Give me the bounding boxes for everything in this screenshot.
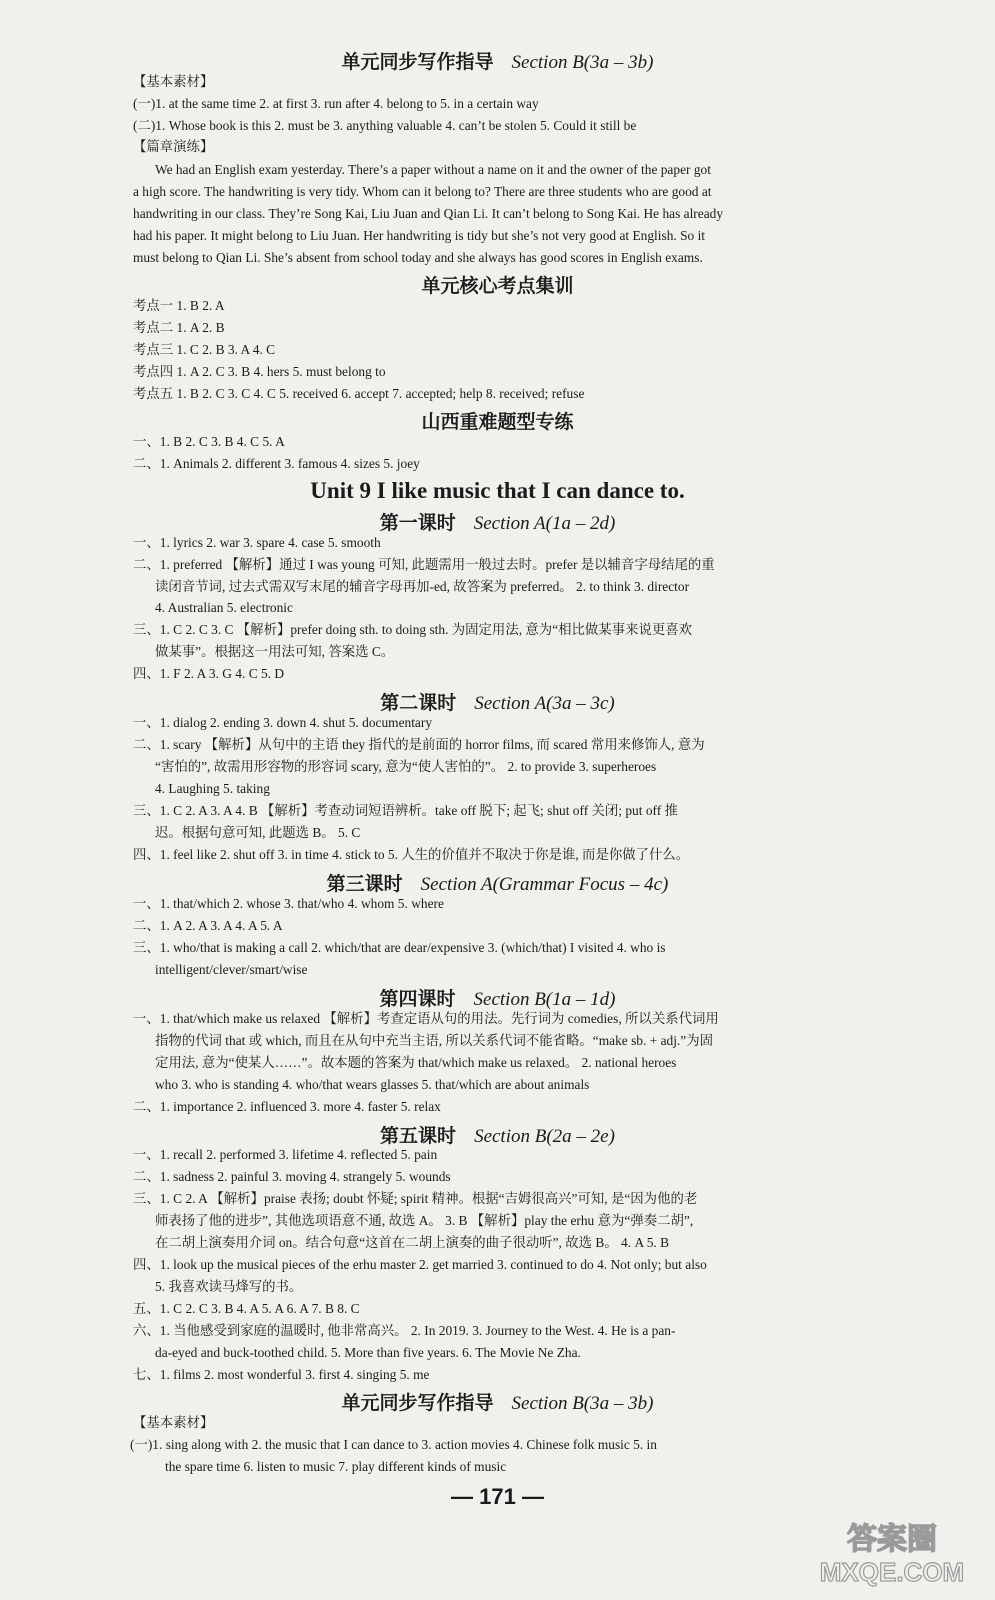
unit-title: Unit 9 I like music that I can dance to. — [310, 478, 685, 503]
answer-line: 四、1. F 2. A 3. G 4. C 5. D — [133, 666, 285, 681]
answer-line: (一)1. at the same time 2. at first 3. run after 4. belong to 5. in a certain way — [133, 96, 539, 111]
answer-line: 三、1. who/that is making a call 2. which/that are dear/expensive 3. (which/that) I visited 4. who is — [133, 940, 666, 955]
passage-line: We had an English exam yesterday. There’s a paper without a name on it and the owner of the paper got — [155, 162, 711, 177]
answer-line: 读闭音节词, 过去式需双写末尾的辅音字母再加-ed, 故答案为 preferred。 2. to think 3. director — [155, 579, 690, 594]
answer-line: 二、1. preferred 【解析】通过 I was young 可知, 此题需用一般过去时。prefer 是以辅音字母结尾的重 — [133, 557, 715, 572]
passage-line: handwriting in our class. They’re Song Kai, Liu Juan and Qian Li. It can’t belong to Song Kai. He has already — [133, 206, 724, 221]
answer-line: 三、1. C 2. A 【解析】praise 表扬; doubt 怀疑; spirit 精神。根据“吉姆很高兴”可知, 是“因为他的老 — [133, 1191, 698, 1206]
answer-line: 考点一 1. B 2. A — [133, 298, 225, 313]
answer-line: 二、1. A 2. A 3. A 4. A 5. A — [133, 918, 283, 933]
answer-line: 一、1. dialog 2. ending 3. down 4. shut 5. documentary — [133, 715, 433, 730]
answer-line: 一、1. lyrics 2. war 3. spare 4. case 5. smooth — [133, 535, 381, 550]
answer-line: 二、1. scary 【解析】从句中的主语 they 指代的是前面的 horror films, 而 scared 常用来修饰人, 意为 — [133, 737, 705, 752]
answer-line: 一、1. recall 2. performed 3. lifetime 4. reflected 5. pain — [133, 1147, 438, 1162]
answer-line: 六、1. 当他感受到家庭的温暖时, 他非常高兴。 2. In 2019. 3. Journey to the West. 4. He is a pan- — [133, 1323, 676, 1338]
answer-line: 二、1. sadness 2. painful 3. moving 4. strangely 5. wounds — [133, 1169, 451, 1184]
answer-line: 二、1. importance 2. influenced 3. more 4. faster 5. relax — [133, 1099, 441, 1114]
answer-line: 一、1. B 2. C 3. B 4. C 5. A — [133, 434, 285, 449]
answer-line: da-eyed and buck-toothed child. 5. More than five years. 6. The Movie Ne Zha. — [155, 1345, 581, 1360]
answer-line: 一、1. that/which 2. whose 3. that/who 4. whom 5. where — [133, 896, 444, 911]
answer-line: 做某事”。根据这一用法可知, 答案选 C。 — [155, 644, 395, 659]
label-basic-material: 【基本素材】 — [133, 1415, 214, 1430]
label-passage-practice: 【篇章演练】 — [133, 139, 214, 154]
answer-line: 五、1. C 2. C 3. B 4. A 5. A 6. A 7. B 8. C — [133, 1301, 360, 1316]
section-heading-shanxi: 山西重难题型专练 — [421, 411, 574, 433]
answer-line: intelligent/clever/smart/wise — [155, 962, 308, 977]
answer-line: 三、1. C 2. A 3. A 4. B 【解析】考查动词短语辨析。take off 脱下; 起飞; shut off 关闭; put off 推 — [133, 803, 678, 818]
answer-line: 考点五 1. B 2. C 3. C 4. C 5. received 6. accept 7. accepted; help 8. received; refuse — [133, 386, 585, 401]
watermark-url: MXQE.COM — [819, 1557, 965, 1587]
answer-line: 5. 我喜欢读马烽写的书。 — [155, 1279, 303, 1294]
passage-line: had his paper. It might belong to Liu Juan. Her handwriting is tidy but she’s not very good at English. So it — [133, 228, 706, 243]
answer-line: 定用法, 意为“使某人……”。故本题的答案为 that/which make us relaxed。 2. national heroes — [155, 1055, 677, 1070]
answer-line: 4. Laughing 5. taking — [155, 781, 270, 796]
passage-line: must belong to Qian Li. She’s absent from school today and she always has good scores in English exams. — [133, 250, 703, 265]
watermark-text: 答案圈 — [847, 1522, 937, 1557]
answer-line: 迟。根据句意可知, 此题选 B。 5. C — [155, 825, 361, 840]
answer-line: 考点四 1. A 2. C 3. B 4. hers 5. must belong to — [133, 364, 386, 379]
answer-line: 三、1. C 2. C 3. C 【解析】prefer doing sth. to doing sth. 为固定用法, 意为“相比做某事来说更喜欢 — [133, 622, 693, 637]
passage-line: a high score. The handwriting is very tidy. Whom can it belong to? There are three students who are good at — [133, 184, 712, 199]
section-heading-writing: 单元同步写作指导 Section B(3a – 3b) — [341, 51, 654, 73]
answer-line: 二、1. Animals 2. different 3. famous 4. sizes 5. joey — [133, 456, 420, 471]
section-heading-writing-2: 单元同步写作指导 Section B(3a – 3b) — [341, 1392, 654, 1414]
answer-line: 指物的代词 that 或 which, 而且在从句中充当主语, 所以关系代词不能省略。“make sb. + adj.”为固 — [155, 1033, 714, 1048]
watermark-logo — [800, 1515, 985, 1590]
lesson-heading-2: 第二课时 Section A(3a – 3c) — [380, 692, 615, 714]
answer-line: 一、1. that/which make us relaxed 【解析】考查定语从句的用法。先行词为 comedies, 所以关系代词用 — [133, 1011, 719, 1026]
answer-line: 4. Australian 5. electronic — [155, 600, 293, 615]
lesson-heading-3: 第三课时 Section A(Grammar Focus – 4c) — [326, 873, 669, 895]
answer-line: 考点二 1. A 2. B — [133, 320, 225, 335]
answer-line: (一)1. sing along with 2. the music that I can dance to 3. action movies 4. Chinese folk music 5. in — [130, 1437, 657, 1452]
answer-line: 四、1. feel like 2. shut off 3. in time 4. stick to 5. 人生的价值并不取决于你是谁, 而是你做了什么。 — [133, 847, 690, 862]
lesson-heading-4: 第四课时 Section B(1a – 1d) — [379, 988, 616, 1010]
page-number: — 171 — — [451, 1484, 544, 1509]
lesson-heading-5: 第五课时 Section B(2a – 2e) — [380, 1125, 615, 1147]
section-heading-core: 单元核心考点集训 — [421, 275, 574, 297]
answer-line: 七、1. films 2. most wonderful 3. first 4. singing 5. me — [133, 1367, 430, 1382]
answer-line: the spare time 6. listen to music 7. play different kinds of music — [165, 1459, 507, 1474]
answer-line: 四、1. look up the musical pieces of the erhu master 2. get married 3. continued to do 4. Not only; but also — [133, 1257, 707, 1272]
label-basic-material: 【基本素材】 — [133, 74, 214, 89]
answer-line: “害怕的”, 故需用形容物的形容词 scary, 意为“使人害怕的”。 2. to provide 3. superheroes — [155, 759, 657, 774]
answer-line: (二)1. Whose book is this 2. must be 3. anything valuable 4. can’t be stolen 5. Could it still be — [133, 118, 637, 133]
answer-line: 在二胡上演奏用介词 on。结合句意“这首在二胡上演奏的曲子很动听”, 故选 B。 4. A 5. B — [155, 1235, 670, 1250]
answer-line: 师表扬了他的进步”, 其他选项语意不通, 故选 A。 3. B 【解析】play the erhu 意为“弹奏二胡”, — [155, 1213, 694, 1228]
lesson-heading-1: 第一课时 Section A(1a – 2d) — [379, 512, 616, 534]
answer-line: 考点三 1. C 2. B 3. A 4. C — [133, 342, 276, 357]
answer-line: who 3. who is standing 4. who/that wears glasses 5. that/which are about animals — [155, 1077, 590, 1092]
